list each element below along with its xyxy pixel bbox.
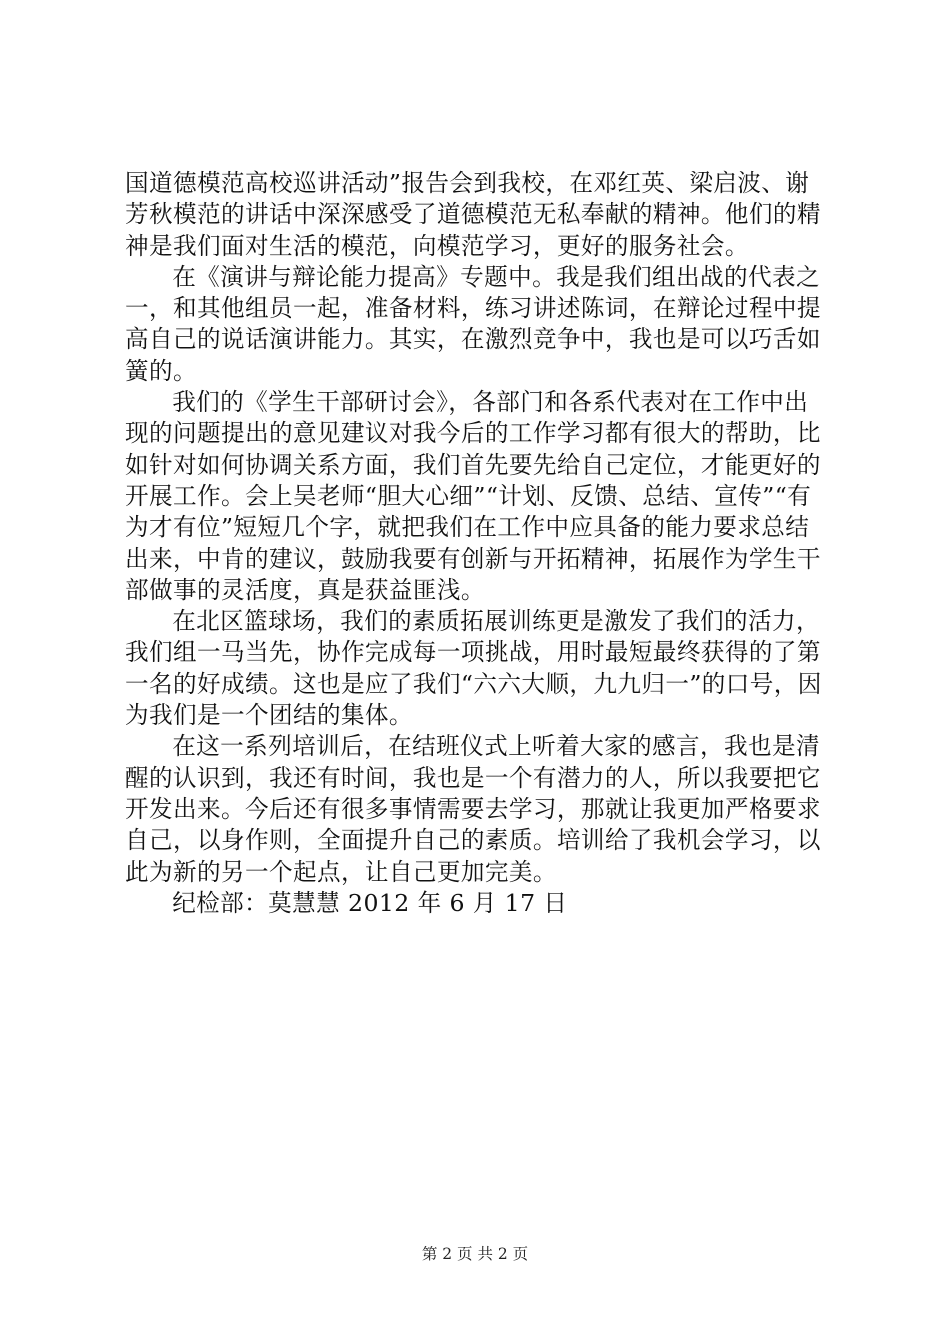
paragraph-3: 我们的《学生干部研讨会》，各部门和各系代表对在工作中出现的问题提出的意见建议对我今后的工作学习都有很大的帮助，比如针对如何协调关系方面，我们首先要先给自己定位，才能更好的开展工作。会上吴老师“胆大心细”“计划、反馈、总结、宣传”“有为才有位”短短几个字，就把我们在工作中应具备的能力要求总结出来，中肯的建议，鼓励我要有创新与开拓精神，拓展作为学生干部做事的灵活度，真是获益匪浅。 xyxy=(125,388,821,604)
paragraph-5: 在这一系列培训后，在结班仪式上听着大家的感言，我也是清醒的认识到，我还有时间，我也是一个有潜力的人，所以我要把它开发出来。今后还有很多事情需要去学习，那就让我更加严格要求自己，以身作则，全面提升自己的素质。培训给了我机会学习，以此为新的另一个起点，让自己更加完美。 xyxy=(125,732,821,886)
paragraph-2: 在《演讲与辩论能力提高》专题中。我是我们组出战的代表之一，和其他组员一起，准备材料，练习讲述陈词，在辩论过程中提高自己的说话演讲能力。其实，在激烈竞争中，我也是可以巧舌如簧的。 xyxy=(125,262,821,385)
document-body xyxy=(125,168,830,919)
paragraph-4: 在北区篮球场，我们的素质拓展训练更是激发了我们的活力，我们组一马当先，协作完成每一项挑战，用时最短最终获得的了第一名的好成绩。这也是应了我们“六六大顺，九九归一”的口号，因为我们是一个团结的集体。 xyxy=(125,607,822,730)
page-footer: 第 2 页 共 2 页 xyxy=(421,1245,529,1263)
paragraph-1: 国道德模范高校巡讲活动”报告会到我校，在邓红英、梁启波、谢芳秋模范的讲话中深深感受了道德模范无私奉献的精神。他们的精神是我们面对生活的模范，向模范学习，更好的服务社会。 xyxy=(125,169,821,260)
signature-line: 纪检部：莫慧慧 2012 年 6 月 17 日 xyxy=(172,888,568,917)
